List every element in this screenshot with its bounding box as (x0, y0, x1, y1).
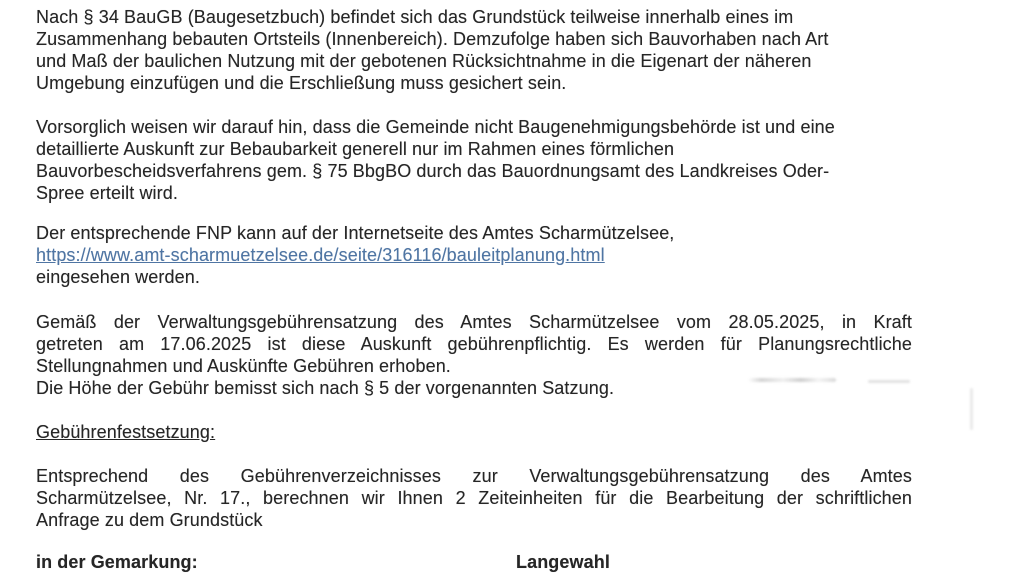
paragraph-line: Entsprechend des Gebührenverzeichnisses zur Verwaltungsgebührensatzung des Amtes (36, 466, 912, 486)
paragraph-line (36, 244, 912, 266)
paragraph-line: Die Höhe der Gebühr bemisst sich nach § 5 der vorgenannten Satzung. (36, 378, 615, 398)
paragraph-line: Zusammenhang bebauten Ortsteils (Innenbereich). Demzufolge haben sich Bauvorhaben nach Art (36, 29, 829, 49)
paragraph-line: getreten am 17.06.2025 ist diese Auskunft gebührenpflichtig. Es werden für Planungsrechtliche (36, 334, 912, 354)
paragraph-line: Vorsorglich weisen wir darauf hin, dass die Gemeinde nicht Baugenehmigungsbehörde ist und eine (36, 117, 835, 137)
gemarkung-value: Langewahl (516, 552, 610, 572)
gemarkung-row (36, 551, 912, 573)
section-heading-text: Gebührenfestsetzung: (36, 422, 216, 442)
paragraph-line: Der entsprechende FNP kann auf der Internetseite des Amtes Scharmützelsee, (36, 223, 675, 243)
paragraph-line: Bauvorbescheidsverfahrens gem. § 75 BbgBO durch das Bauordnungsamt des Landkreises Oder- (36, 161, 830, 181)
paragraph-bauordnungsamt (36, 116, 912, 204)
paragraph-line: Gemäß der Verwaltungsgebührensatzung des Amtes Scharmützelsee vom 28.05.2025, in Kraft (36, 312, 912, 332)
paragraph-baugb (36, 6, 912, 94)
paragraph-line: eingesehen werden. (36, 267, 200, 287)
paragraph-line: Stellungnahmen und Auskünfte Gebühren erhoben. (36, 356, 451, 376)
paragraph-fnp-link (36, 222, 912, 288)
scan-smudge (868, 380, 910, 383)
gemarkung-label: in der Gemarkung: (36, 552, 198, 572)
paragraph-gebuehrenverzeichnis (36, 465, 912, 531)
paragraph-line: Umgebung einzufügen und die Erschließung muss gesichert sein. (36, 73, 567, 93)
bauleitplanung-link[interactable]: https://www.amt-scharmuetzelsee.de/seite/316116/bauleitplanung.html (36, 245, 605, 265)
paragraph-line: Scharmützelsee, Nr. 17., berechnen wir Ihnen 2 Zeiteinheiten für die Bearbeitung der schriftlichen (36, 488, 912, 508)
section-heading-gebuehrenfestsetzung (36, 421, 912, 443)
paragraph-line: Spree erteilt wird. (36, 183, 178, 203)
paragraph-line: Nach § 34 BauGB (Baugesetzbuch) befindet sich das Grundstück teilweise innerhalb eines im (36, 7, 794, 27)
paragraph-line: und Maß der baulichen Nutzung mit der gebotenen Rücksichtnahme in die Eigenart der näheren (36, 51, 812, 71)
paragraph-line: detaillierte Auskunft zur Bebaubarkeit generell nur im Rahmen eines förmlichen (36, 139, 675, 159)
paragraph-gebuehrensatzung (36, 311, 912, 399)
scan-smudge (748, 378, 836, 382)
paragraph-line: Anfrage zu dem Grundstück (36, 510, 263, 530)
scan-smudge (970, 388, 973, 430)
